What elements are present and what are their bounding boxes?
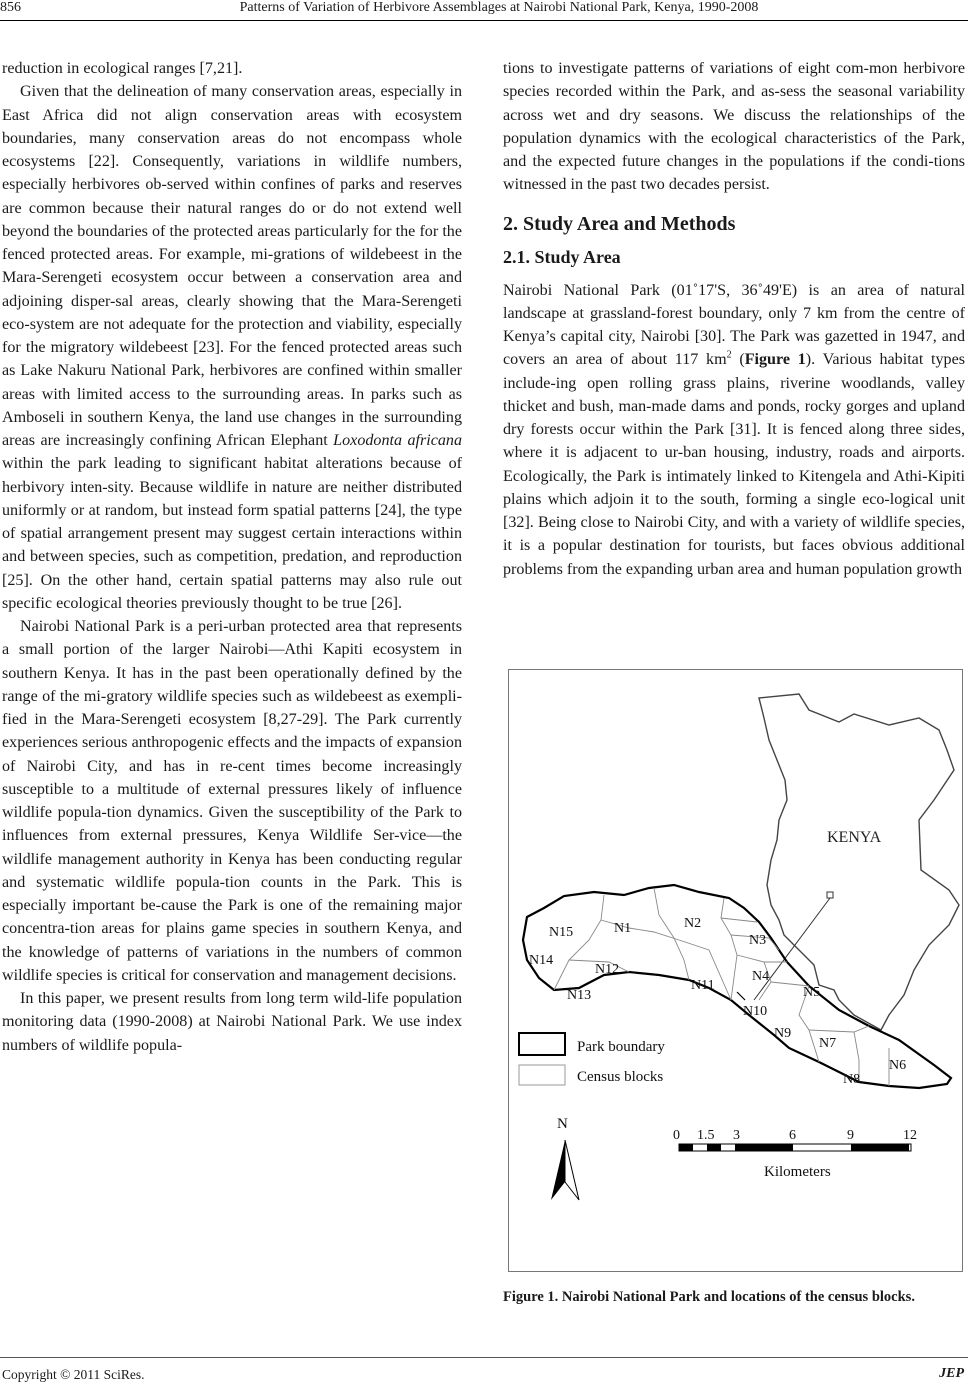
left-paragraph-4: In this paper, we present results from long term wild-life population monitoring data (1990-2008) at Nairobi National Park. We use index numbers of wildlife popula- [2, 990, 462, 1054]
page-number: 856 [0, 0, 21, 15]
left-paragraph-3: Nairobi National Park is a peri-urban protected area that represents a small portion of the larger Nairobi—Athi Kapiti ecosystem in southern Kenya. It has in the past been operationally defined by the range of the mi-gratory wildlife species such as wildebeest as exempli-fied in the Mara-Serengeti ecosystem [8,27-29]. The Park currently experiences serious anthropogenic effects and the impacts of expansion of Nairobi City, and has in re-cent times become increasingly susceptible to a multitude of external pressures likely of influence wildlife popula-tion dynamics. Given the susceptibility of the Park to influences from external pressures, Kenya Wildlife Ser-vice—the wildlife management authority in Kenya has been conducting regular and systematic wildlife popula-tion counts in the Park. This is especially important be-cause the Park is one of the remaining major concentra-tion areas for plains game species in southern Kenya, and the knowledge of patterns of variations in the numbers of common wildlife species is critical for conservation and management decisions. [2, 618, 462, 984]
scale-tick: 12 [903, 1128, 917, 1143]
block-label: N7 [819, 1036, 837, 1051]
figure-map [508, 669, 963, 1272]
right-paragraph-1: tions to investigate patterns of variations of eight com-mon herbivore species recorded within the Park, and as-sess the seasonal variability across wet and dry seasons. We discuss the relationships of the population dynamics with the ecological characteristics of the Park, and the expected future changes in the populations if the condi-tions witnessed in the past two decades persist. [503, 60, 965, 194]
figure-reference-link[interactable]: Figure 1 [744, 351, 806, 369]
map-svg [509, 670, 962, 1271]
figure-caption: Figure 1. Nairobi National Park and locations of the census blocks. [503, 1289, 915, 1305]
right-paragraph-2-a: Nairobi National Park (01˚17'S, 36˚49'E) is an area of natural landscape at grassland-forest boundary, only 7 km from the centre of Kenya’s capital city, Nairobi [30]. The Park was gazetted in 1947, and covers an area of about 117 km [503, 281, 965, 369]
north-arrow-half-icon [565, 1140, 579, 1200]
section-heading: 2. Study Area and Methods [503, 212, 736, 235]
block-label: N3 [749, 933, 767, 948]
running-title: Patterns of Variation of Herbivore Assemblages at Nairobi National Park, Kenya, 1990-2008 [239, 0, 759, 15]
kenya-label: KENYA [827, 829, 882, 846]
census-block-lines [554, 888, 889, 1086]
area-superscript: 2 [726, 349, 732, 361]
block-label: N15 [549, 925, 574, 940]
copyright-notice: Copyright © 2011 SciRes. [2, 1367, 145, 1382]
right-column [503, 57, 965, 581]
block-label: N13 [567, 988, 592, 1003]
park-locator-marker [827, 892, 833, 898]
kenya-outline [759, 694, 959, 1030]
scale-bar [679, 1144, 911, 1151]
right-paragraph-2-b: ( [731, 351, 745, 369]
scale-ticks [673, 1128, 917, 1143]
subsection-heading: 2.1. Study Area [503, 246, 621, 267]
scale-unit-label: Kilometers [764, 1164, 831, 1180]
scale-tick: 9 [847, 1128, 854, 1143]
left-column [2, 57, 462, 1057]
legend-census-label: Census blocks [577, 1069, 664, 1085]
block-label: N5 [803, 985, 821, 1000]
journal-abbreviation: JEP [939, 1366, 964, 1381]
right-paragraph-2-c: ). Various habitat types include-ing open rolling grass plains, riverine woodlands, valley thicket and bush, man-made dams and ponds, rocky gorges and upland dry forests occur within the Park [31]. It is fenced along three sides, where it is adjacent to ur-ban housing, industry, roads and airports. Ecologically, the Park is intimately linked to Kitengela and Athi-Kipiti plains which adjoin it to the south, forming a single eco-logical unit [32]. Being close to Nairobi City, and with a variety of wildlife species, it is a popular destination for tourists, but faces obvious additional problems from the expanding urban area and human population growth [503, 351, 965, 578]
block-label: N2 [684, 916, 702, 931]
block-label: N12 [595, 962, 620, 977]
scale-tick: 1.5 [697, 1128, 715, 1143]
species-name: Loxodonta africana [333, 432, 462, 449]
block-n10-pointer [737, 992, 745, 1000]
left-paragraph-2 [2, 80, 462, 615]
left-paragraph-2-text: Given that the delineation of many conservation areas, especially in East Africa did not align conservation areas with ecosystem boundaries, many conservation areas do not encompass whole ecosystems [22]. Consequently, variations in wildlife numbers, especially herbivores ob-served within confines of parks and reserves are common because their natural ranges do or do not extend well beyond the boundaries of the protected areas particularly for the for the fenced protected areas. For example, mi-grations of wildebeest in the Mara-Serengeti ecosystem occur between a conservation area and adjoining disper-sal areas, clearly showing that the Mara-Serengeti eco-system are not adequate for the protection and viability, especially for the migratory wildebeest [23]. For the fenced protected areas such as Lake Nakuru National Park, herbivores are confined within smaller areas with limited access to the surrounding areas. In parks such as Amboseli in southern Kenya, the land use changes in the surrounding areas are increasingly confining African Elephant [2, 83, 462, 449]
scale-tick: 6 [789, 1128, 796, 1143]
north-label: N [557, 1116, 568, 1132]
block-label: N6 [889, 1058, 907, 1073]
left-paragraph-2-end: within the park leading to significant habitat alterations because of herbivory inten-sity. Because wildlife in nature are neither distributed uniformly or at random, but instead form spatial patterns [24], the type of spatial arrangement present may suggest certain interactions within and between species, such as competition, predation, and reproduction [25]. On the other hand, certain spatial patterns may also rule out specific ecological theories previously thought to be true [26]. [2, 455, 462, 612]
block-label: N11 [691, 978, 715, 993]
right-paragraph-2 [503, 279, 965, 581]
scale-tick: 3 [733, 1128, 740, 1143]
block-label: N8 [843, 1072, 861, 1087]
block-label: N9 [774, 1026, 792, 1041]
legend-park-swatch [519, 1033, 565, 1055]
block-label: N14 [529, 953, 554, 968]
left-paragraph-1: reduction in ecological ranges [7,21]. [2, 60, 243, 77]
block-label: N10 [743, 1004, 768, 1019]
legend-census-swatch [519, 1065, 565, 1085]
legend-park-label: Park boundary [577, 1039, 665, 1055]
header-rule [0, 20, 968, 21]
footer-rule [0, 1357, 968, 1358]
park-boundary-outline [523, 885, 951, 1088]
block-label: N4 [752, 969, 770, 984]
north-arrow-icon [551, 1140, 565, 1200]
scale-tick: 0 [673, 1128, 680, 1143]
block-label: N1 [614, 921, 632, 936]
